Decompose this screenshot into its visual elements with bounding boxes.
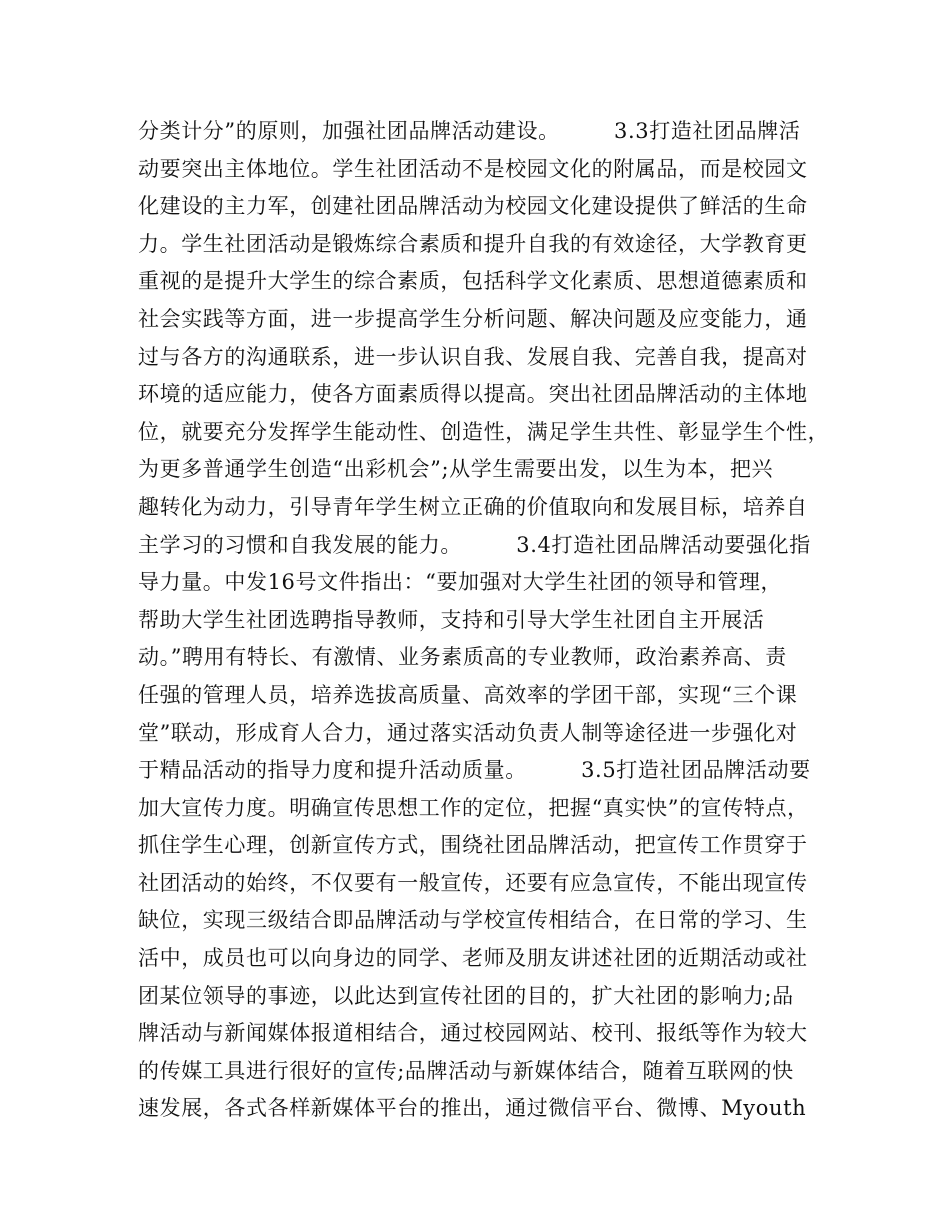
text-line: 帮助大学生社团选聘指导教师，支持和引导大学生社团自主开展活 bbox=[138, 607, 765, 632]
text-line: 力。学生社团活动是锻炼综合素质和提升自我的有效途径，大学教育更 bbox=[138, 231, 808, 256]
text-line: 牌活动与新闻媒体报道相结合，通过校园网站、校刊、报纸等作为较大 bbox=[138, 1021, 808, 1046]
text-line: 分类计分”的原则，加强社团品牌活动建设。 3.3打造社团品牌活 bbox=[138, 119, 801, 143]
text-line: 过与各方的沟通联系，进一步认识自我、发展自我、完善自我，提高对 bbox=[138, 344, 808, 369]
text-line: 为更多普通学生创造“出彩机会”;从学生需要出发，以生为本，把兴 bbox=[138, 457, 774, 482]
body-text bbox=[138, 113, 838, 1128]
text-line: 社会实践等方面，进一步提高学生分析问题、解决问题及应变能力，通 bbox=[138, 306, 808, 331]
text-line: 抓住学生心理，创新宣传方式，围绕社团品牌活动，把宣传工作贯穿于 bbox=[138, 833, 808, 858]
text-line: 缺位，实现三级结合即品牌活动与学校宣传相结合，在日常的学习、生 bbox=[138, 908, 808, 933]
text-line: 堂”联动，形成育人合力，通过落实活动负责人制等途径进一步强化对 bbox=[138, 720, 798, 745]
text-line: 化建设的主力军，创建社团品牌活动为校园文化建设提供了鲜活的生命 bbox=[138, 194, 808, 219]
text-line: 动。”聘用有特长、有激情、业务素质高的专业教师，政治素养高、责 bbox=[138, 645, 787, 670]
text-line: 社团活动的始终，不仅要有一般宣传，还要有应急宣传，不能出现宣传 bbox=[138, 870, 808, 895]
text-line: 主学习的习惯和自我发展的能力。 3.4打造社团品牌活动要强化指 bbox=[138, 532, 811, 557]
text-line: 动要突出主体地位。学生社团活动不是校园文化的附属品，而是校园文 bbox=[138, 156, 808, 181]
text-line: 活中，成员也可以向身边的同学、老师及朋友讲述社团的近期活动或社 bbox=[138, 946, 808, 971]
text-line: 的传媒工具进行很好的宣传;品牌活动与新媒体结合，随着互联网的快 bbox=[138, 1058, 794, 1083]
text-line: 导力量。中发16号文件指出：“要加强对大学生社团的领导和管理， bbox=[138, 570, 783, 595]
text-line: 趣转化为动力，引导青年学生树立正确的价值取向和发展目标，培养自 bbox=[138, 494, 808, 519]
text-line: 环境的适应能力，使各方面素质得以提高。突出社团品牌活动的主体地 bbox=[138, 382, 808, 407]
text-line: 于精品活动的指导力度和提升活动质量。 3.5打造社团品牌活动要 bbox=[138, 758, 811, 783]
text-line: 加大宣传力度。明确宣传思想工作的定位，把握“真实快”的宣传特点， bbox=[138, 795, 809, 820]
text-line: 位，就要充分发挥学生能动性、创造性，满足学生共性、彰显学生个性， bbox=[138, 419, 830, 444]
text-line: 重视的是提升大学生的综合素质，包括科学文化素质、思想道德素质和 bbox=[138, 269, 808, 294]
text-line: 速发展，各式各样新媒体平台的推出，通过微信平台、微博、Myouth bbox=[138, 1096, 807, 1121]
text-line: 团某位领导的事迹，以此达到宣传社团的目的，扩大社团的影响力;品 bbox=[138, 983, 794, 1008]
text-line: 任强的管理人员，培养选拔高质量、高效率的学团干部，实现“三个课 bbox=[138, 682, 798, 707]
